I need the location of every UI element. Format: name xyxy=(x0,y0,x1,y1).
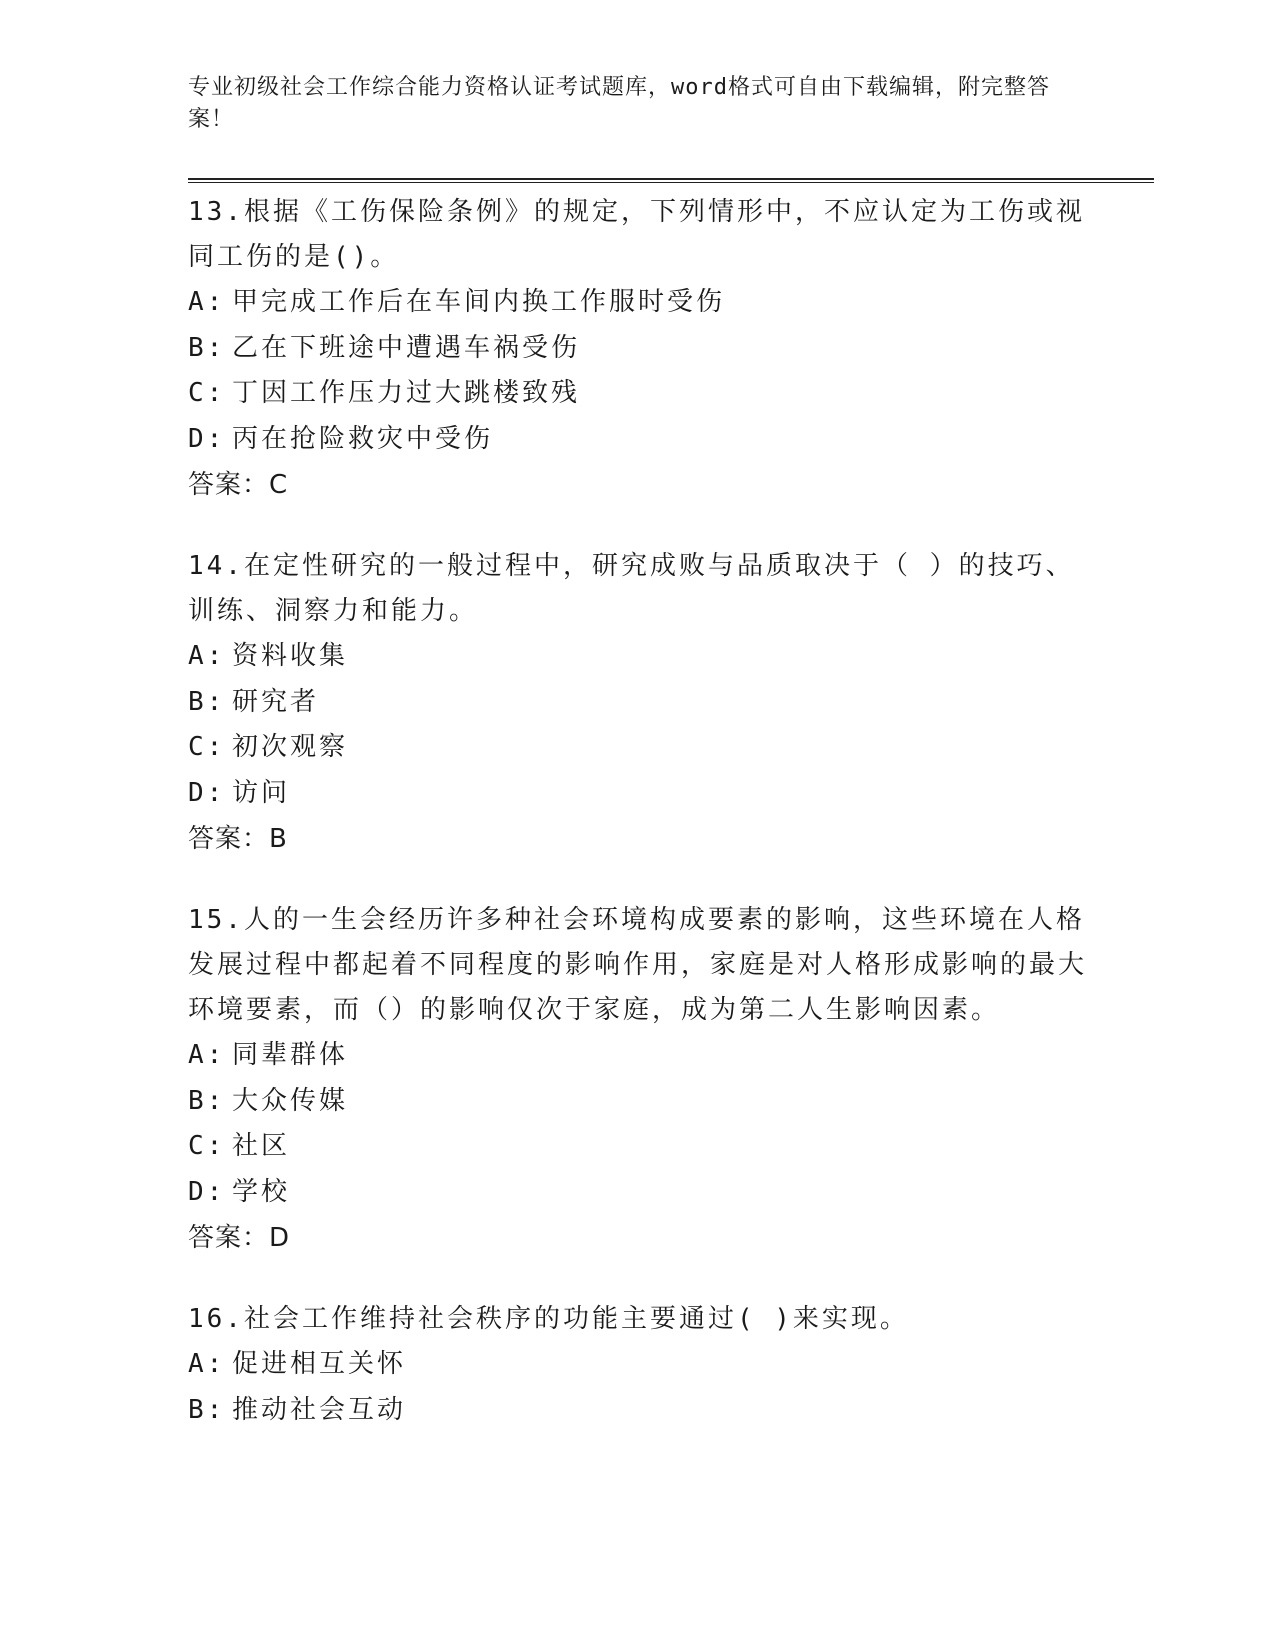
option-d xyxy=(188,771,1088,817)
option-c xyxy=(188,371,1088,417)
option-text: 甲完成工作后在车间内换工作服时受伤 xyxy=(232,287,726,317)
option-letter: A: xyxy=(188,1349,226,1379)
option-letter: C: xyxy=(188,1131,226,1161)
answer-line: 答案：D xyxy=(188,1223,291,1253)
question-16 xyxy=(188,1297,1088,1433)
option-d xyxy=(188,417,1088,463)
question-13 xyxy=(188,190,1088,508)
option-text: 研究者 xyxy=(232,686,320,717)
option-letter: D: xyxy=(188,423,226,454)
option-letter: B: xyxy=(188,1085,226,1116)
answer-line: 答案：B xyxy=(188,824,288,854)
option-text: 访问 xyxy=(232,777,291,808)
option-d xyxy=(188,1170,1088,1216)
option-text: 丙在抢险救灾中受伤 xyxy=(232,423,494,454)
option-letter: A: xyxy=(188,1040,226,1070)
option-text: 初次观察 xyxy=(232,732,349,762)
option-b xyxy=(188,1079,1088,1125)
option-text: 社区 xyxy=(232,1131,291,1161)
question-stem: 14.在定性研究的一般过程中，研究成败与品质取决于（ ）的技巧、训练、洞察力和能力。 xyxy=(188,551,1075,626)
question-15 xyxy=(188,898,1088,1261)
answer-line: 答案：C xyxy=(188,470,289,500)
option-letter: B: xyxy=(188,686,226,717)
option-b xyxy=(188,1388,1088,1434)
question-stem: 13.根据《工伤保险条例》的规定，下列情形中，不应认定为工伤或视同工伤的是()。 xyxy=(188,197,1085,272)
option-c xyxy=(188,1124,1088,1170)
option-a xyxy=(188,280,1088,326)
option-letter: D: xyxy=(188,1176,226,1207)
option-b xyxy=(188,680,1088,726)
option-a xyxy=(188,1342,1088,1388)
option-text: 同辈群体 xyxy=(232,1040,349,1070)
question-stem: 16.社会工作维持社会秩序的功能主要通过( )来实现。 xyxy=(188,1304,909,1334)
option-b xyxy=(188,326,1088,372)
question-14 xyxy=(188,544,1088,862)
option-text: 乙在下班途中遭遇车祸受伤 xyxy=(232,332,581,363)
option-text: 资料收集 xyxy=(232,641,349,671)
option-letter: C: xyxy=(188,732,226,762)
option-letter: C: xyxy=(188,378,226,408)
option-letter: A: xyxy=(188,287,226,317)
header-divider xyxy=(188,178,1154,183)
document-header-note: 专业初级社会工作综合能力资格认证考试题库，word格式可自由下载编辑，附完整答案！ xyxy=(188,75,1050,132)
question-stem: 15.人的一生会经历许多种社会环境构成要素的影响，这些环境在人格发展过程中都起着不同程度的影响作用，家庭是对人格形成影响的最大环境要素，而（）的影响仅次于家庭，成为第二人生影响因素。 xyxy=(188,905,1088,1025)
option-letter: B: xyxy=(188,332,226,363)
option-a xyxy=(188,634,1088,680)
option-a xyxy=(188,1033,1088,1079)
option-letter: B: xyxy=(188,1394,226,1425)
option-text: 大众传媒 xyxy=(232,1085,349,1116)
option-text: 丁因工作压力过大跳楼致残 xyxy=(232,378,581,408)
option-letter: A: xyxy=(188,641,226,671)
option-text: 学校 xyxy=(232,1176,291,1207)
option-c xyxy=(188,725,1088,771)
option-text: 促进相互关怀 xyxy=(232,1349,407,1379)
option-text: 推动社会互动 xyxy=(232,1394,407,1425)
question-list xyxy=(188,190,1088,1469)
option-letter: D: xyxy=(188,777,226,808)
